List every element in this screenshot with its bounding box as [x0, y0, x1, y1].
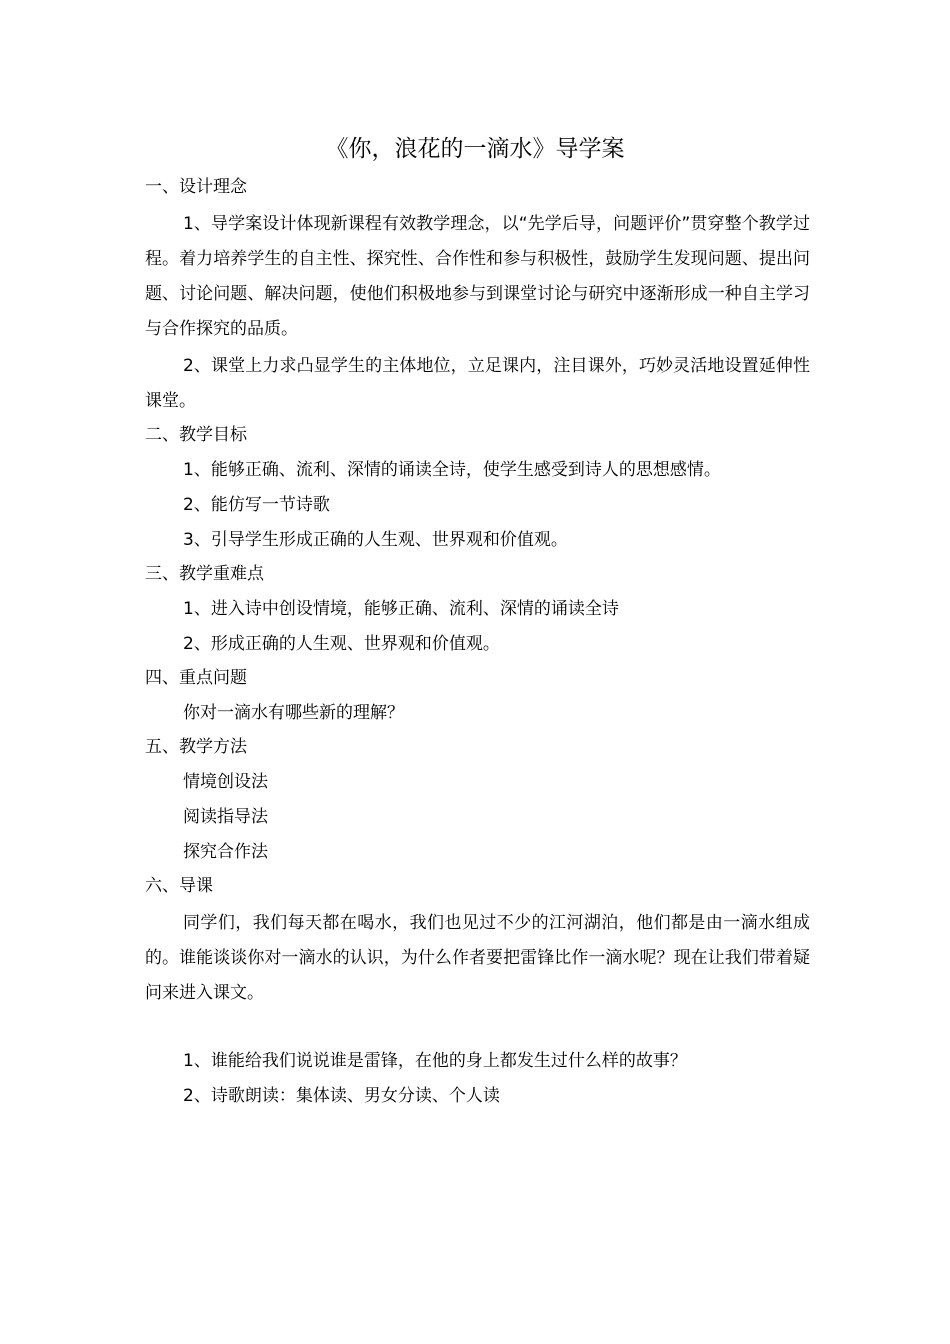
section-teaching-goals [145, 421, 810, 560]
list-item: 你对一滴水有哪些新的理解？ [183, 703, 404, 723]
list-item: 2、形成正确的人生观、世界观和价值观。 [183, 634, 500, 654]
list-item: 1、能够正确、流利、深情的诵读全诗，使学生感受到诗人的思想感情。 [183, 460, 721, 480]
section-teaching-methods [145, 733, 810, 872]
list-item: 1、进入诗中创设情境，能够正确、流利、深情的诵读全诗 [183, 599, 619, 619]
list-item: 阅读指导法 [183, 807, 268, 827]
section-key-question [145, 664, 810, 733]
section-heading: 五、教学方法 [145, 737, 247, 757]
list-item: 2、诗歌朗读：集体读、男女分读、个人读 [183, 1086, 500, 1106]
paragraph: 2、课堂上力求凸显学生的主体地位，立足课内，注目课外，巧妙灵活地设置延伸性课堂。 [145, 356, 810, 411]
list-item: 探究合作法 [183, 842, 268, 862]
section-heading: 二、教学目标 [145, 425, 247, 445]
document-body [145, 173, 810, 1116]
list-item: 3、引导学生形成正确的人生观、世界观和价值观。 [183, 530, 568, 550]
section-key-difficulties [145, 560, 810, 664]
paragraph: 同学们，我们每天都在喝水，我们也见过不少的江河湖泊，他们都是由一滴水组成的。谁能谈谈你对一滴水的认识，为什么作者要把雷锋比作一滴水呢？现在让我们带着疑问来进入课文。 [145, 913, 810, 1003]
section-introduction [145, 872, 810, 1116]
section-heading: 六、导课 [145, 876, 213, 896]
list-item: 情境创设法 [183, 772, 268, 792]
section-design-concept [145, 173, 810, 419]
paragraph: 1、导学案设计体现新课程有效教学理念，以“先学后导，问题评价”贯穿整个教学过程。着力培养学生的自主性、探究性、合作性和参与积极性，鼓励学生发现问题、提出问题、讨论问题、解决问题，使他们积极地参与到课堂讨论与研究中逐渐形成一种自主学习与合作探究的品质。 [145, 214, 810, 339]
document-title: 《你，浪花的一滴水》导学案 [325, 136, 625, 162]
list-item: 1、谁能给我们说说谁是雷锋，在他的身上都发生过什么样的故事？ [183, 1051, 687, 1071]
blank-line [145, 1013, 810, 1046]
list-item: 2、能仿写一节诗歌 [183, 495, 330, 515]
section-heading: 四、重点问题 [145, 668, 247, 688]
section-heading: 一、设计理念 [145, 177, 247, 197]
section-heading: 三、教学重难点 [145, 564, 264, 584]
